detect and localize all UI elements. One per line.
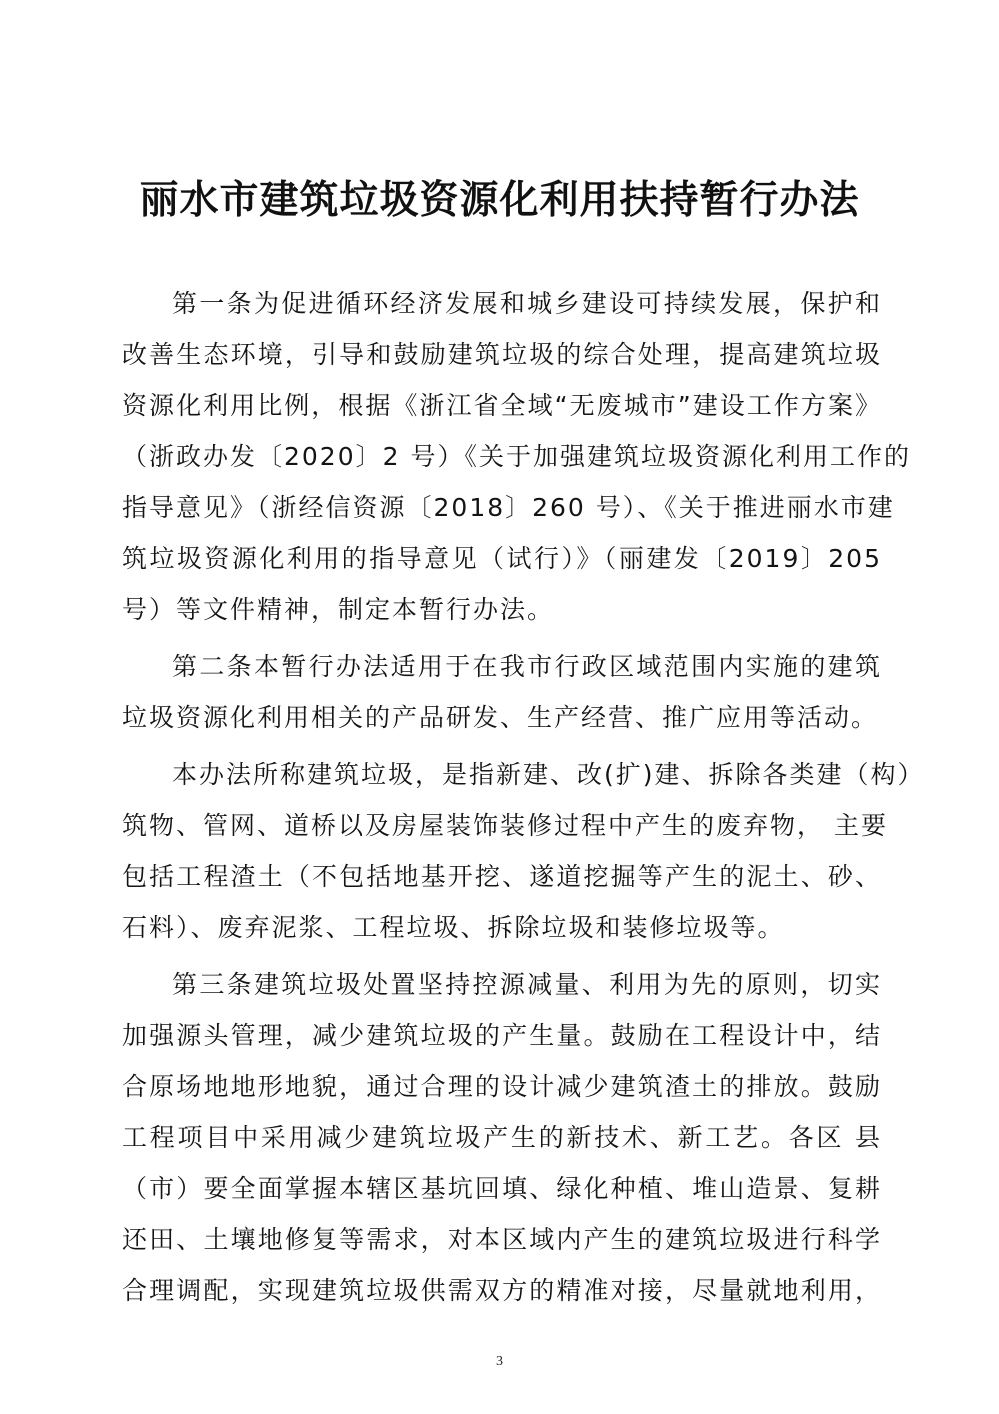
text-line: 合原场地地形地貌，通过合理的设计减少建筑渣土的排放。鼓励 [122, 1072, 882, 1101]
text-line: （市）要全面掌握本辖区基坑回填、绿化种植、堆山造景、复耕 [122, 1174, 882, 1203]
text-line: 改善生态环境，引导和鼓励建筑垃圾的综合处理，提高建筑垃圾 [122, 340, 882, 369]
text-line: 号）等文件精神，制定本暂行办法。 [122, 595, 555, 624]
article-1-paragraph [122, 278, 911, 635]
document-title: 丽水市建筑垃圾资源化利用扶持暂行办法 [139, 177, 860, 223]
text-line: 指导意见》（浙经信资源〔2018〕260 号）、《关于推进丽水市建 [122, 493, 895, 522]
text-line: 包括工程渣土（不包括地基开挖、遂道挖掘等产生的泥土、砂、 [122, 862, 882, 891]
text-line: 第一条为促进循环经济发展和城乡建设可持续发展，保护和 [172, 289, 882, 318]
definition-paragraph [122, 749, 925, 953]
text-line: （浙政办发〔2020〕2 号）《关于加强建筑垃圾资源化利用工作的 [122, 442, 911, 471]
text-line: 资源化利用比例，根据《浙江省全域“无废城市”建设工作方案》 [122, 391, 882, 420]
text-line: 本办法所称建筑垃圾，是指新建、改(扩)建、拆除各类建（构） [172, 760, 925, 789]
text-line: 筑物、管网、道桥以及房屋装饰装修过程中产生的废弃物， 主要 [122, 811, 888, 840]
text-line: 还田、土壤地修复等需求，对本区域内产生的建筑垃圾进行科学 [122, 1225, 882, 1254]
text-line: 合理调配，实现建筑垃圾供需双方的精准对接，尽量就地利用， [122, 1276, 882, 1305]
text-line: 工程项目中采用减少建筑垃圾产生的新技术、新工艺。各区 县 [122, 1123, 882, 1152]
text-line: 垃圾资源化利用相关的产品研发、生产经营、推广应用等活动。 [122, 703, 879, 732]
text-line: 筑垃圾资源化利用的指导意见（试行）》（丽建发〔2019〕205 [122, 544, 882, 573]
text-line: 石料）、废弃泥浆、工程垃圾、拆除垃圾和装修垃圾等。 [122, 913, 785, 942]
text-line: 加强源头管理，减少建筑垃圾的产生量。鼓励在工程设计中，结 [122, 1021, 882, 1050]
article-2-paragraph [122, 641, 882, 743]
text-line: 第三条建筑垃圾处置坚持控源减量、利用为先的原则，切实 [172, 970, 882, 999]
page-number: 3 [496, 1354, 503, 1369]
text-line: 第二条本暂行办法适用于在我市行政区域范围内实施的建筑 [172, 652, 882, 681]
article-3-paragraph [122, 959, 882, 1316]
document-body [122, 278, 925, 1322]
